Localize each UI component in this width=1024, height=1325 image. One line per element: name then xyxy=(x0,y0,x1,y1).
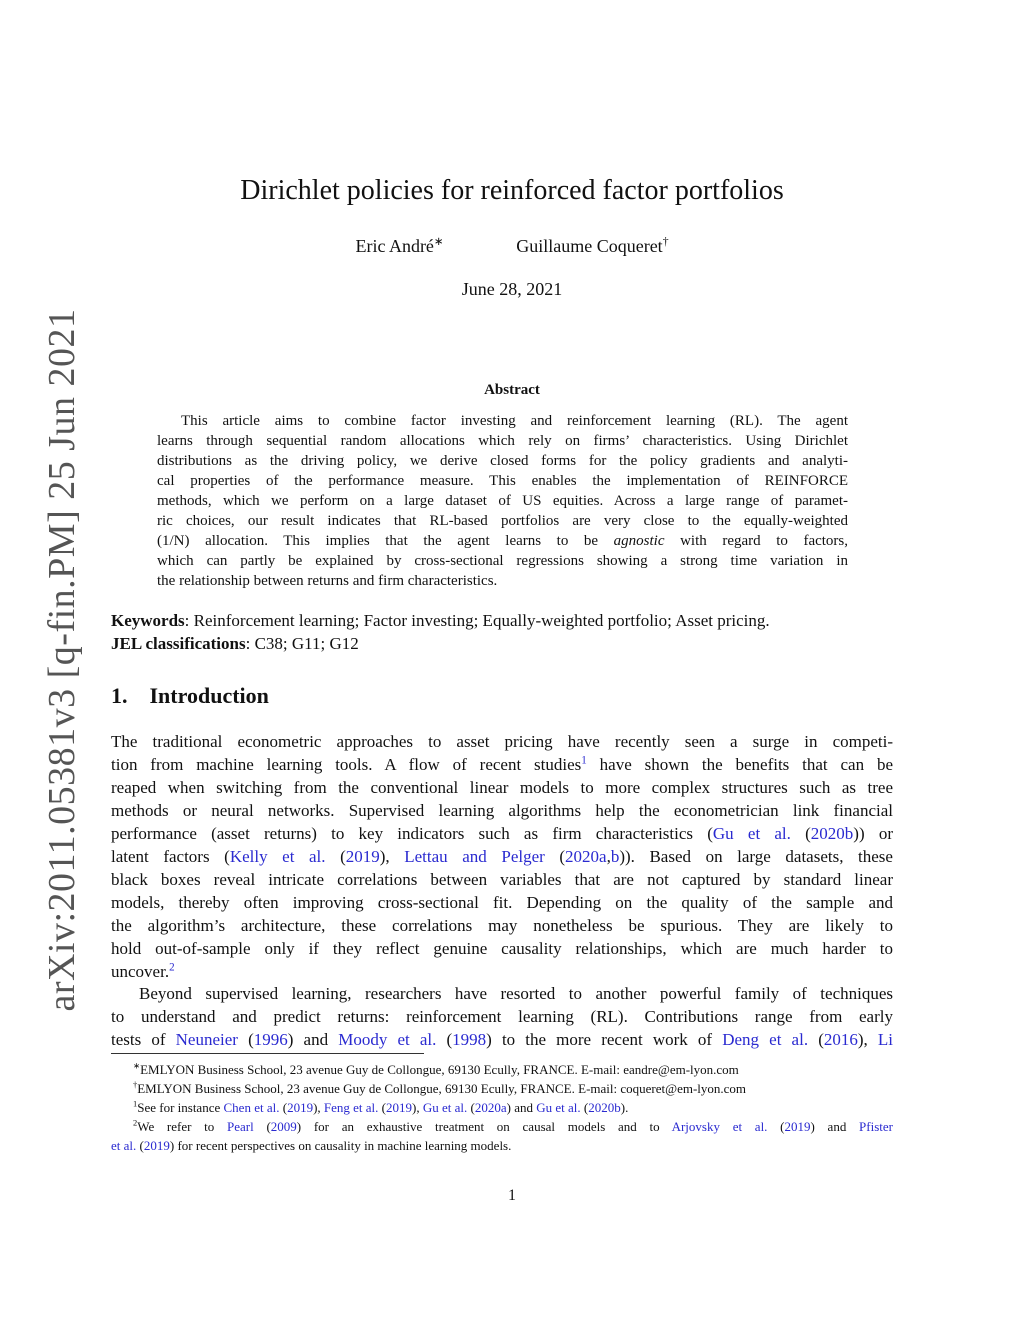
citation-link[interactable]: Pearl xyxy=(227,1119,254,1134)
footnote-1: $^1$See for instance Chen et al. (2019), Feng et al. (2019), Gu et al. (2020a) and Gu et al. (2020b). xyxy=(133,1098,629,1115)
footnote-ref-2[interactable]: 2 xyxy=(169,961,175,974)
arxiv-identifier: arXiv:2011.05381v3 [q-fin.PM] 25 Jun 2021 xyxy=(41,308,83,1012)
abstract-line: learns through sequential random allocations which rely on firms’ characteristics. Using Dirichlet xyxy=(157,433,848,449)
jel-line: JEL classifications: C38; G11; G12 xyxy=(111,634,359,653)
citation-link[interactable]: 2020b xyxy=(810,824,854,843)
citation-link[interactable]: Deng et al. xyxy=(722,1030,809,1049)
citation-link[interactable]: 2019 xyxy=(345,847,380,866)
abstract-line: ric choices, our result indicates that RL-based portfolios are very close to the equally-weighted xyxy=(157,513,848,529)
abstract-heading: Abstract xyxy=(484,382,540,398)
citation-link[interactable]: 2009 xyxy=(270,1119,297,1134)
author-andre: Eric André∗ xyxy=(355,235,444,256)
citation-link[interactable]: 1998 xyxy=(452,1030,487,1049)
citation-link[interactable]: Gu et al. xyxy=(422,1100,468,1115)
abstract-line: cal properties of the performance measure. This enables the implementation of REINFORCE xyxy=(157,473,848,489)
abstract-line: which can partly be explained by cross-sectional regressions showing a strong time variation in xyxy=(157,553,848,569)
body-line: tion from machine learning tools. A flow of recent studies$^1$ have shown the benefits that can be xyxy=(111,754,893,774)
footnote-ref-1[interactable]: 1 xyxy=(581,754,587,767)
body-line: tests of Neuneier (1996) and Moody et al. (1998) to the more recent work of Deng et al. (2016), Li xyxy=(111,1030,894,1049)
emphasis-agnostic: agnostic xyxy=(613,533,665,549)
body-line: performance (asset returns) to key indicators such as firm characteristics (Gu et al. (2020b)) or xyxy=(111,824,893,843)
footnote-author-andre: ∗EMLYON Business School, 23 avenue Guy de Collongue, 69130 Ecully, FRANCE. E-mail: eandre@em-lyon.com xyxy=(133,1060,739,1077)
citation-link[interactable]: 1996 xyxy=(253,1030,288,1049)
footnote-2: $^2$We refer to Pearl (2009) for an exhaustive treatment on causal models and to Arjovsky et al. (2019) and Pfister xyxy=(133,1117,893,1134)
body-line: The traditional econometric approaches to asset pricing have recently seen a surge in competi- xyxy=(111,732,893,751)
section-heading-introduction: 1. Introduction xyxy=(111,683,269,708)
abstract-line: distributions as the driving policy, we derive closed forms for the policy gradients and analyti- xyxy=(157,453,848,469)
citation-link[interactable]: 2020b xyxy=(588,1100,621,1115)
body-line: to understand and predict returns: reinforcement learning (RL). Contributions range from early xyxy=(111,1007,893,1026)
citation-link[interactable]: Li xyxy=(877,1030,894,1049)
abstract-line: (1/N) allocation. This implies that the agent learns to be agnostic with regard to factors, xyxy=(157,533,849,549)
page-number: 1 xyxy=(508,1187,516,1204)
citation-link[interactable]: Arjovsky et al. xyxy=(671,1119,768,1134)
citation-link[interactable]: Kelly et al. xyxy=(229,847,326,866)
keywords-line: Keywords: Reinforcement learning; Factor investing; Equally-weighted portfolio; Asset pricing. xyxy=(111,611,770,630)
citation-link[interactable]: Gu et al. xyxy=(536,1100,581,1115)
citation-link[interactable]: Pfister xyxy=(859,1119,893,1134)
body-line: latent factors (Kelly et al. (2019), Lettau and Pelger (2020a,b)). Based on large datasets, these xyxy=(111,847,893,866)
citation-link[interactable]: Neuneier xyxy=(175,1030,238,1049)
citation-link[interactable]: Lettau and Pelger xyxy=(404,847,545,866)
citation-link[interactable]: et al. xyxy=(111,1138,137,1153)
citation-link[interactable]: 2020a xyxy=(565,847,607,866)
publication-date: June 28, 2021 xyxy=(461,279,563,299)
citation-link[interactable]: Chen et al. xyxy=(223,1100,280,1115)
body-line: uncover.$^2$ xyxy=(111,961,175,981)
body-line: the algorithm’s architecture, these correlations may nonetheless be spurious. They are likely to xyxy=(111,916,893,935)
citation-link[interactable]: 2016 xyxy=(823,1030,858,1049)
citation-link[interactable]: 2020a xyxy=(474,1100,507,1115)
body-line: methods or neural networks. Supervised learning algorithms help the econometrician link financial xyxy=(111,801,893,820)
keywords-block xyxy=(111,609,893,655)
citation-link[interactable]: Feng et al. xyxy=(323,1100,379,1115)
citation-link[interactable]: 2019 xyxy=(287,1100,314,1115)
footnote-2-continued: et al. (2019) for recent perspectives on causality in machine learning models. xyxy=(111,1138,512,1153)
citation-link[interactable]: 2019 xyxy=(784,1119,811,1134)
paper-title: Dirichlet policies for reinforced factor portfolios xyxy=(240,175,784,206)
body-line: hold out-of-sample only if they reflect genuine causality relationships, which are much harder to xyxy=(111,939,893,958)
body-line: models, thereby often improving cross-sectional fit. Depending on the quality of the sample and xyxy=(111,893,893,912)
author-list xyxy=(0,236,1024,257)
body-line: Beyond supervised learning, researchers have resorted to another powerful family of techniques xyxy=(139,984,893,1003)
abstract-line: the relationship between returns and firm characteristics. xyxy=(157,573,498,589)
citation-link[interactable]: b xyxy=(610,847,620,866)
body-line: reaped when switching from the conventional linear models to more complex structures such as tree xyxy=(111,778,893,797)
citation-link[interactable]: Moody et al. xyxy=(338,1030,437,1049)
footnote-author-coqueret: †EMLYON Business School, 23 avenue Guy de Collongue, 69130 Ecully, FRANCE. E-mail: coqueret@em-lyon.com xyxy=(133,1079,747,1096)
citation-link[interactable]: 2019 xyxy=(386,1100,413,1115)
author-coqueret: Guillaume Coqueret† xyxy=(516,235,669,256)
citation-link[interactable]: Gu et al. xyxy=(712,824,791,843)
footnote-rule xyxy=(111,1053,424,1054)
abstract-line: This article aims to combine factor investing and reinforcement learning (RL). The agent xyxy=(181,413,848,429)
body-line: black boxes reveal intricate correlations between variables that are not captured by standard linear xyxy=(111,870,893,889)
citation-link[interactable]: 2019 xyxy=(143,1138,170,1153)
abstract-line: methods, which we perform on a large dataset of US equities. Across a large range of paramet- xyxy=(157,493,848,509)
